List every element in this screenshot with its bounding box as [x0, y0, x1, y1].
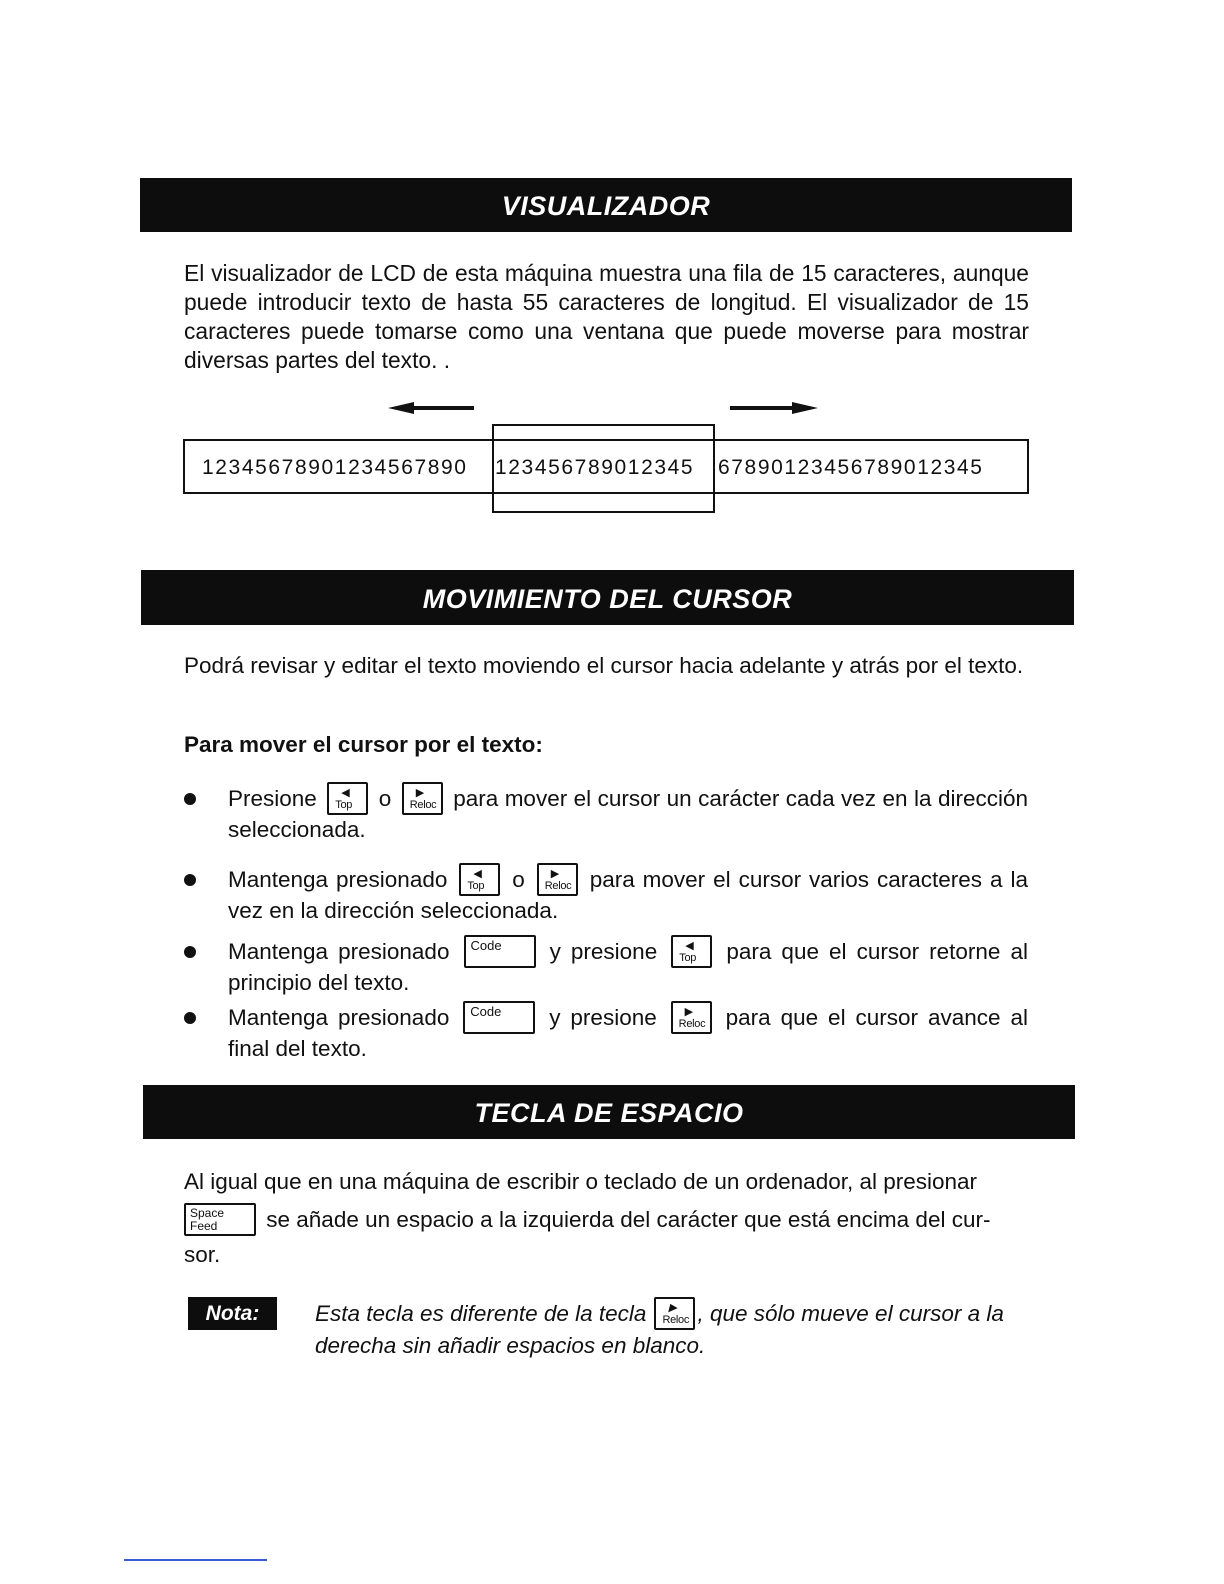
right-reloc-key-icon [671, 1001, 712, 1034]
cursor-subheading: Para mover el cursor por el texto: [184, 732, 543, 757]
triangle-left-icon: ◀ [341, 787, 350, 799]
triangle-right-icon: ▶ [684, 1006, 694, 1018]
section-title: MOVIMIENTO DEL CURSOR [422, 584, 793, 614]
left-top-key-icon [327, 782, 368, 815]
key-label: Top [335, 799, 353, 811]
space-feed-key-icon [184, 1203, 256, 1236]
note-text-pre: Esta tecla es diferente de la tecla [315, 1301, 647, 1326]
arrow-right-icon-shape [730, 401, 818, 415]
bullet-text-pre: Mantenga presionado [228, 1005, 450, 1030]
espacio-line-2-text: se añade un espacio a la izquierda del carácter que está encima del cur- [266, 1207, 991, 1232]
note-text [315, 1297, 1035, 1361]
left-top-key-icon [459, 863, 500, 896]
espacio-line-3: sor. [184, 1242, 221, 1267]
bullet-icon [184, 1012, 196, 1024]
section-title: VISUALIZADOR [501, 191, 711, 221]
bullet-item-1 [228, 782, 1028, 844]
left-top-key-icon [671, 935, 712, 968]
key-label: Reloc [409, 799, 437, 811]
visualizador-paragraph: El visualizador de LCD de esta máquina muestra una fila de 15 caracteres, aunque puede introducir texto de hasta 55 caracteres de longitud. El visualizador de 15 caracteres puede tomarse como una ventana que puede moverse para mostrar diversas partes del texto. . [184, 260, 1029, 373]
key-label: Reloc [678, 1018, 706, 1030]
key-label: Reloc [544, 880, 572, 892]
code-key-icon [464, 935, 536, 968]
note-label: Nota: [205, 1302, 260, 1325]
bullet-text-mid: y presione [549, 1005, 657, 1030]
triangle-right-icon: ▶ [668, 1302, 677, 1314]
triangle-left-icon: ◀ [685, 940, 694, 952]
espacio-line-2 [184, 1203, 1034, 1236]
cursor-intro-paragraph: Podrá revisar y editar el texto moviendo el cursor hacia adelante y atrás por el texto. [184, 653, 1024, 678]
triangle-right-icon: ▶ [550, 868, 560, 880]
right-reloc-key-icon [402, 782, 443, 815]
bullet-text-pre: Mantenga presionado [228, 867, 448, 892]
bullet-item-4 [228, 1001, 1028, 1063]
bullet-text-mid: o [378, 786, 392, 811]
bullet-icon [184, 874, 196, 886]
note-text-post: , que sólo mueve el cursor a la derecha sin añadir espacios en blanco. [315, 1301, 1004, 1358]
lcd-text-right: 67890123456789012345 [718, 456, 984, 479]
bullet-text-post: para mover el cursor varios caracteres a la vez en la dirección seleccionada. [228, 867, 1028, 923]
bullet-text-pre: Mantenga presionado [228, 939, 450, 964]
right-reloc-key-icon [537, 863, 578, 896]
key-label-space: Space [190, 1206, 225, 1220]
arrow-left-icon-shape [388, 401, 474, 415]
bullet-text-pre: Presione [228, 786, 317, 811]
key-label: Code [470, 1004, 502, 1019]
section-banner-visualizador [140, 178, 1072, 232]
triangle-left-icon: ◀ [473, 868, 482, 880]
espacio-line-1: Al igual que en una máquina de escribir o teclado de un ordenador, al presionar [184, 1169, 978, 1194]
lcd-text-left: 12345678901234567890 [202, 456, 468, 479]
triangle-right-icon: ▶ [415, 787, 425, 799]
bullet-text-post: para mover el cursor un carácter cada vez en la dirección seleccionada. [228, 786, 1028, 842]
section-banner-cursor [141, 570, 1074, 625]
bullet-text-post: para que el cursor retorne al principio del texto. [228, 939, 1028, 995]
key-label-feed: Feed [190, 1219, 218, 1233]
code-key-icon [463, 1001, 535, 1034]
right-reloc-key-icon [654, 1297, 695, 1330]
bullet-icon [184, 793, 196, 805]
key-label: Reloc [662, 1314, 690, 1326]
section-banner-espacio [143, 1085, 1075, 1139]
key-label: Top [467, 880, 485, 892]
bullet-item-3 [228, 935, 1028, 997]
footer-rule [124, 1559, 267, 1561]
section-title: TECLA DE ESPACIO [474, 1098, 744, 1128]
note-label-badge [188, 1297, 277, 1330]
bullet-icon [184, 946, 196, 958]
key-label: Code [470, 938, 502, 953]
lcd-text-window: 123456789012345 [495, 456, 695, 479]
bullet-text-mid: o [512, 867, 525, 892]
bullet-text-post: para que el cursor avance al final del texto. [228, 1005, 1028, 1061]
bullet-item-2 [228, 863, 1028, 925]
bullet-text-mid: y presione [549, 939, 658, 964]
key-label: Top [679, 952, 697, 964]
